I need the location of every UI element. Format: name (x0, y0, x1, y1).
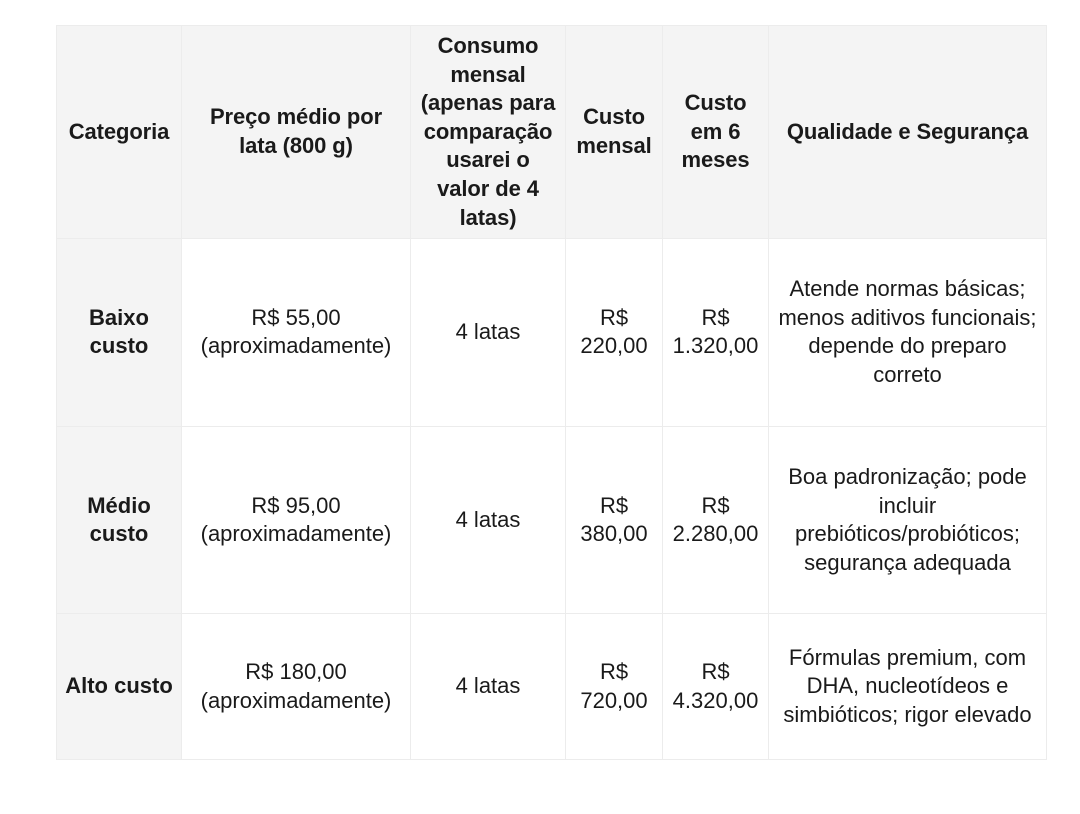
row-header-categoria: Médio custo (57, 426, 182, 614)
cell-consumo: 4 latas (411, 614, 566, 760)
cell-qualidade: Atende normas básicas; menos aditivos funcionais; depende do preparo correto (769, 239, 1047, 427)
column-header-custo-6-meses: Custo em 6 meses (663, 26, 769, 239)
column-header-categoria: Categoria (57, 26, 182, 239)
cell-qualidade: Fórmulas premium, com DHA, nucleotídeos e simbióticos; rigor elevado (769, 614, 1047, 760)
cell-custo-6-meses: R$ 1.320,00 (663, 239, 769, 427)
comparison-table (56, 25, 1047, 760)
cell-custo-mensal: R$ 720,00 (566, 614, 663, 760)
column-header-qualidade: Qualidade e Segurança (769, 26, 1047, 239)
column-header-consumo: Consumo mensal (apenas para comparação usarei o valor de 4 latas) (411, 26, 566, 239)
table-body (57, 239, 1047, 760)
cell-qualidade: Boa padronização; pode incluir prebióticos/probióticos; segurança adequada (769, 426, 1047, 614)
cell-consumo: 4 latas (411, 239, 566, 427)
table-row (57, 614, 1047, 760)
cell-custo-6-meses: R$ 4.320,00 (663, 614, 769, 760)
table-row (57, 239, 1047, 427)
cell-custo-mensal: R$ 380,00 (566, 426, 663, 614)
cell-consumo: 4 latas (411, 426, 566, 614)
cell-preco: R$ 95,00 (aproximadamente) (182, 426, 411, 614)
cell-custo-mensal: R$ 220,00 (566, 239, 663, 427)
row-header-categoria: Baixo custo (57, 239, 182, 427)
table-header (57, 26, 1047, 239)
cell-preco: R$ 55,00 (aproximadamente) (182, 239, 411, 427)
cell-preco: R$ 180,00 (aproximadamente) (182, 614, 411, 760)
header-row (57, 26, 1047, 239)
row-header-categoria: Alto custo (57, 614, 182, 760)
table-row (57, 426, 1047, 614)
comparison-table-container (56, 25, 1046, 760)
column-header-preco: Preço médio por lata (800 g) (182, 26, 411, 239)
column-header-custo-mensal: Custo mensal (566, 26, 663, 239)
cell-custo-6-meses: R$ 2.280,00 (663, 426, 769, 614)
